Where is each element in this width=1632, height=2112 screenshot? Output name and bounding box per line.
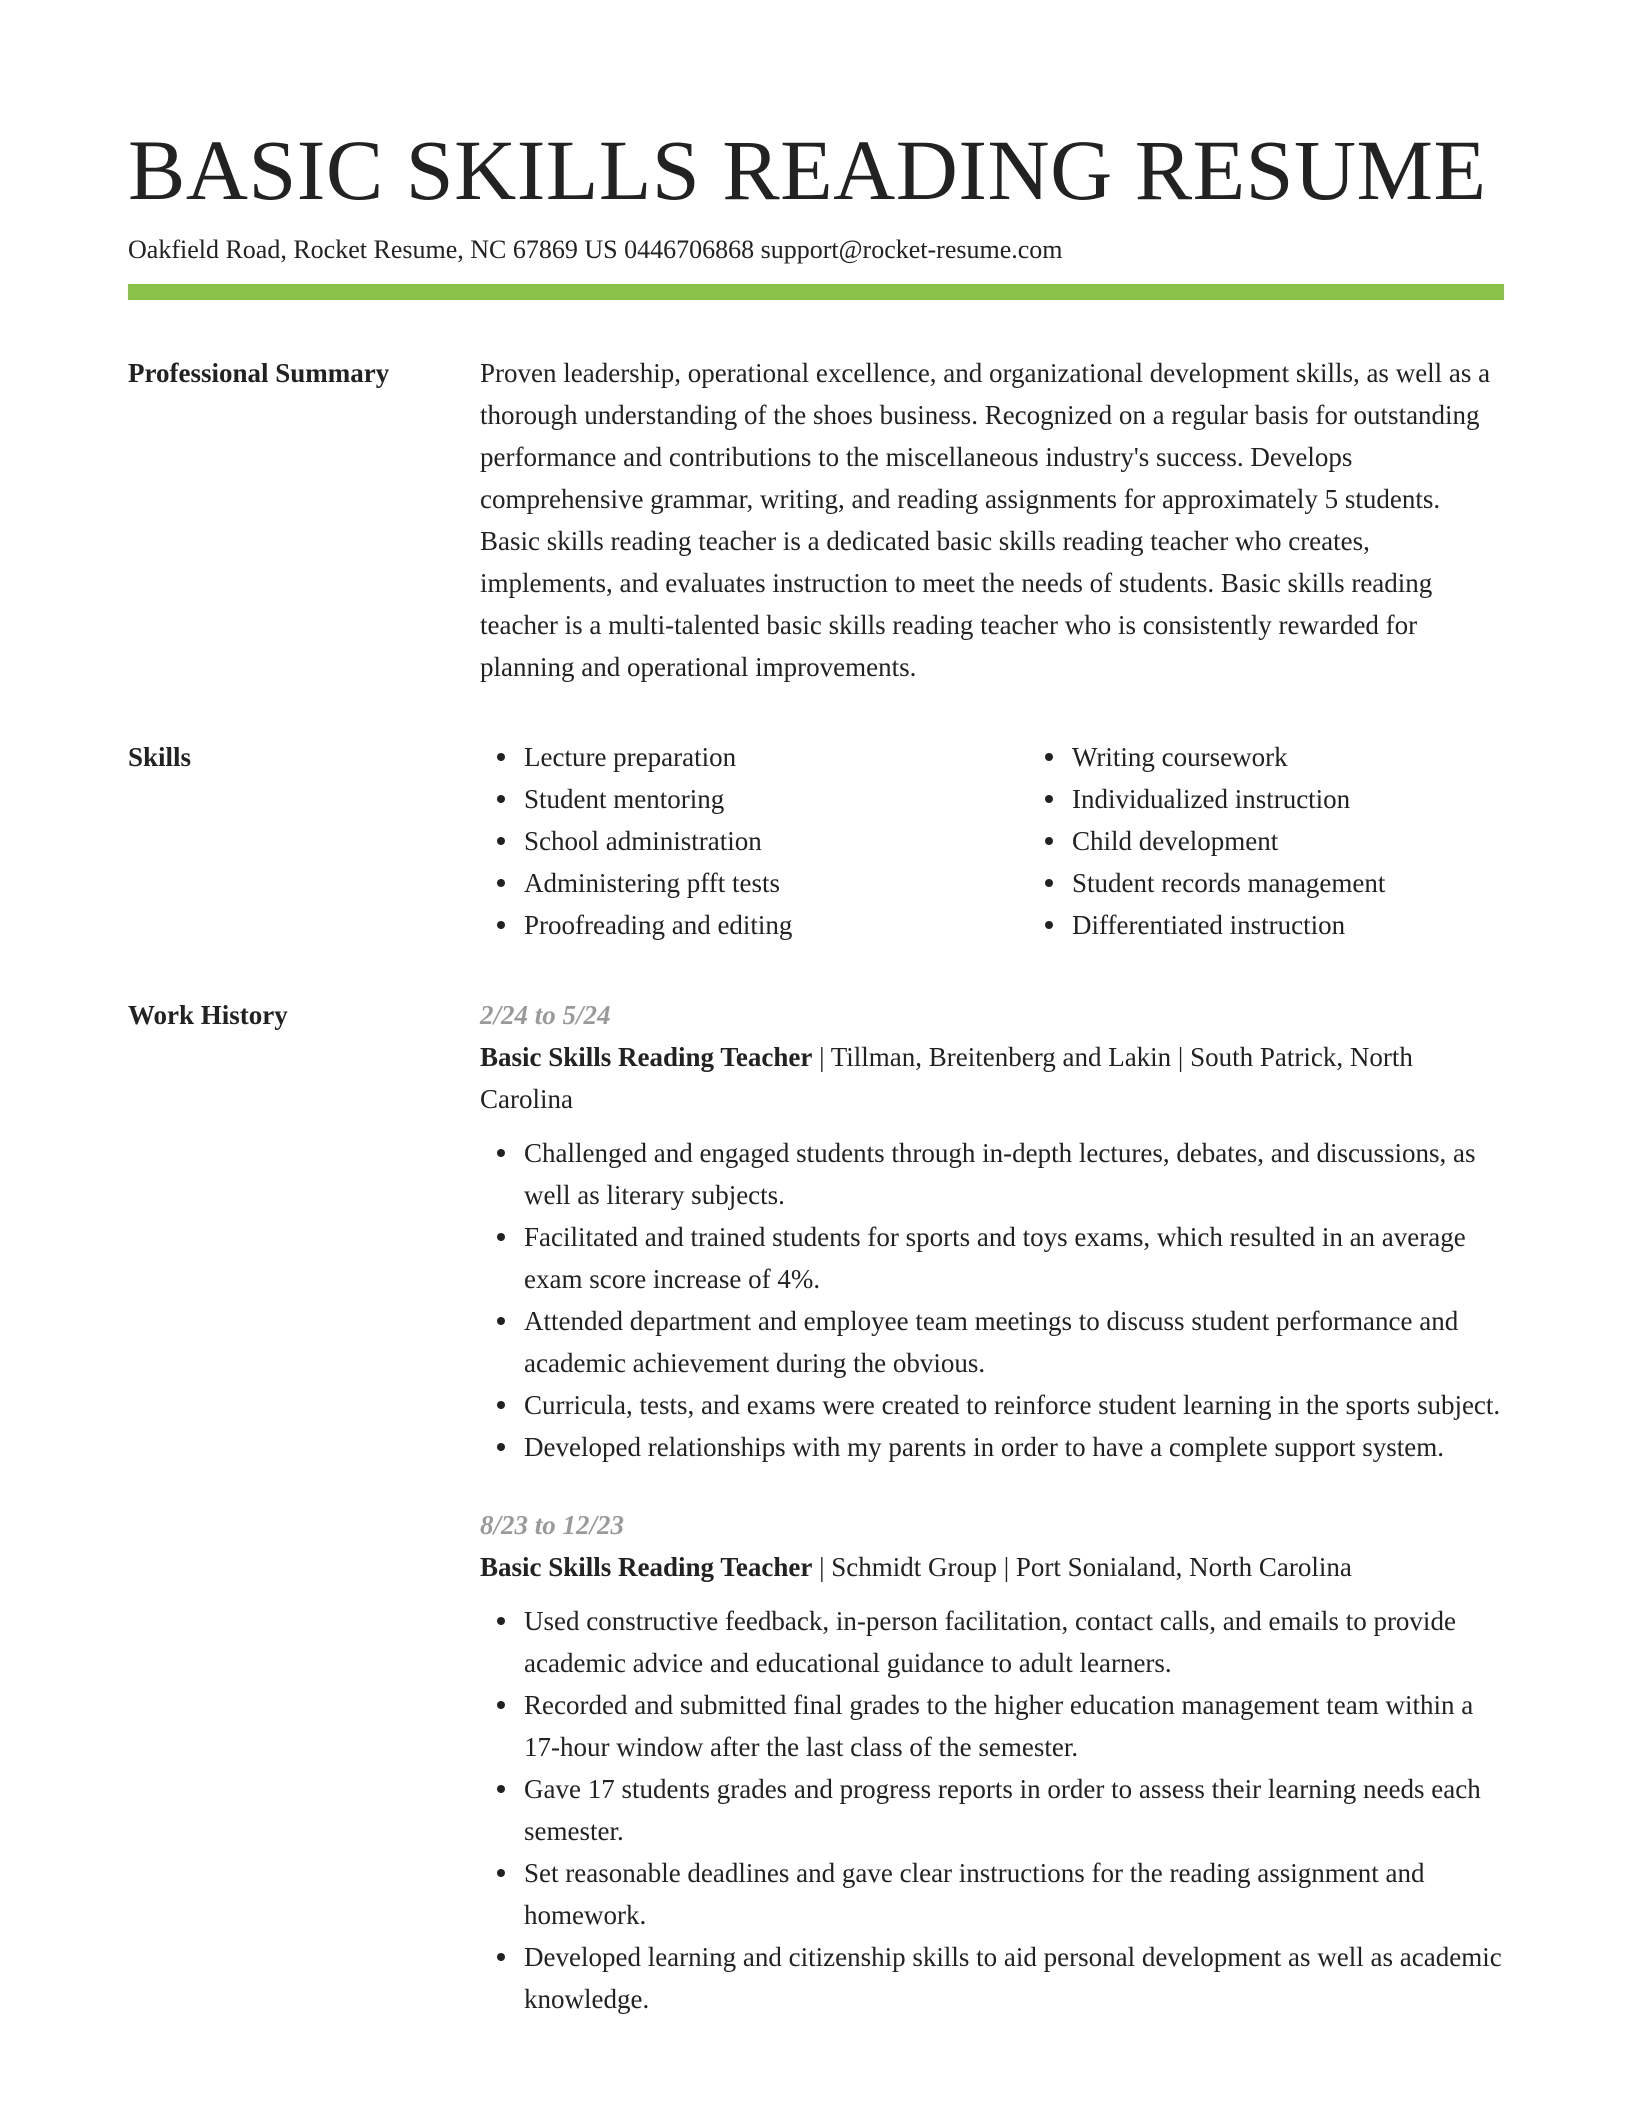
skill-item: Writing coursework	[1072, 736, 1576, 778]
job-bullet: Used constructive feedback, in-person facilitation, contact calls, and emails to provide academic advice and educational guidance to adult learners.	[524, 1600, 1504, 1684]
section-label-summary: Professional Summary	[128, 358, 390, 388]
skills-section	[128, 736, 1504, 946]
job-title: Basic Skills Reading Teacher	[480, 1552, 813, 1582]
job-bullet: Developed relationships with my parents in order to have a complete support system.	[524, 1426, 1504, 1468]
summary-text: Proven leadership, operational excellence, and organizational development skills, as well as a thorough understanding of the shoes business. Recognized on a regular basis for outstanding performance and contributions to the miscellaneous industry's success. Develops comprehensive grammar, writing, and reading assignments for approximately 5 students. Basic skills reading teacher is a dedicated basic skills reading teacher who creates, implements, and evaluates instruction to meet the needs of students. Basic skills reading teacher is a multi-talented basic skills reading teacher who is consistently rewarded for planning and operational improvements.	[480, 358, 1491, 682]
job-employer-location: | Schmidt Group | Port Sonialand, North Carolina	[812, 1552, 1352, 1582]
job-bullet: Developed learning and citizenship skills to aid personal development as well as academic knowledge.	[524, 1936, 1504, 2020]
job-dates: 8/23 to 12/23	[480, 1510, 625, 1540]
job-bullet: Gave 17 students grades and progress reports in order to assess their learning needs each semester.	[524, 1768, 1504, 1852]
summary-body	[480, 352, 1504, 688]
skill-item: Student mentoring	[524, 778, 1028, 820]
skill-item: Lecture preparation	[524, 736, 1028, 778]
job-bullet: Attended department and employee team meetings to discuss student performance and academic achievement during the obvious.	[524, 1300, 1504, 1384]
resume-name: BASIC SKILLS READING RESUME	[128, 122, 1487, 218]
job-bullet: Set reasonable deadlines and gave clear instructions for the reading assignment and homework.	[524, 1852, 1504, 1936]
skill-item: Student records management	[1072, 862, 1576, 904]
work-history-body	[480, 994, 1504, 2056]
job-entry	[480, 994, 1504, 1468]
job-heading	[480, 1546, 1504, 1588]
skill-item: School administration	[524, 820, 1028, 862]
skill-item: Proofreading and editing	[524, 904, 1028, 946]
summary-section	[128, 352, 1504, 688]
job-heading	[480, 1036, 1504, 1120]
work-history-section	[128, 994, 1504, 2056]
job-entry	[480, 1504, 1504, 2020]
job-bullets	[480, 1132, 1504, 1468]
job-bullet: Curricula, tests, and exams were created to reinforce student learning in the sports subject.	[524, 1384, 1504, 1426]
accent-divider	[128, 284, 1504, 300]
job-bullet: Challenged and engaged students through in-depth lectures, debates, and discussions, as well as literary subjects.	[524, 1132, 1504, 1216]
skills-body	[480, 736, 1576, 946]
job-title: Basic Skills Reading Teacher	[480, 1042, 813, 1072]
skills-list-right	[1028, 736, 1576, 946]
section-label-work-history: Work History	[128, 1000, 288, 1030]
section-label-skills: Skills	[128, 742, 192, 772]
job-bullet: Recorded and submitted final grades to the higher education management team within a 17-hour window after the last class of the semester.	[524, 1684, 1504, 1768]
skill-item: Individualized instruction	[1072, 778, 1576, 820]
resume-page	[128, 120, 1504, 2056]
job-bullet: Facilitated and trained students for sports and toys exams, which resulted in an average exam score increase of 4%.	[524, 1216, 1504, 1300]
skill-item: Administering pfft tests	[524, 862, 1028, 904]
job-bullets	[480, 1600, 1504, 2020]
job-dates: 2/24 to 5/24	[480, 1000, 611, 1030]
contact-info: Oakfield Road, Rocket Resume, NC 67869 US 0446706868 support@rocket-resume.com	[128, 235, 1063, 264]
job-employer-location: | Tillman, Breitenberg and Lakin | South Patrick, North Carolina	[480, 1042, 1413, 1114]
skill-item: Differentiated instruction	[1072, 904, 1576, 946]
skills-list-left	[480, 736, 1028, 946]
skill-item: Child development	[1072, 820, 1576, 862]
